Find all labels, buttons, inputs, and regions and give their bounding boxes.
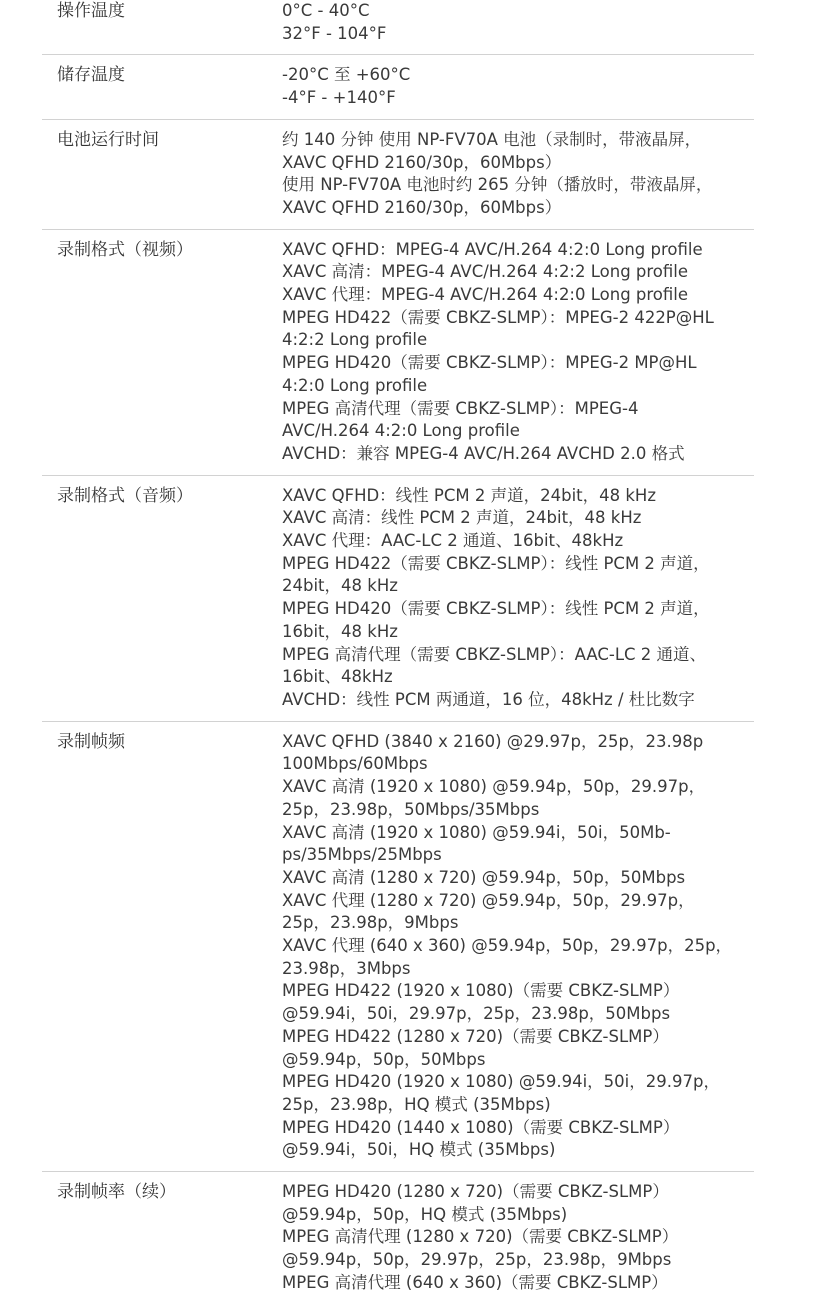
spec-line: XAVC 高清 (1920 x 1080) @59.94p，50p，29.97p， — [282, 777, 706, 797]
spec-row-recording-frame-rate — [42, 722, 754, 1172]
spec-row-operating-temperature — [42, 0, 754, 55]
spec-label: 录制帧率（续） — [57, 1182, 176, 1203]
spec-label: 储存温度 — [57, 65, 125, 86]
spec-line: XAVC 高清：线性 PCM 2 声道，24bit，48 kHz — [282, 508, 642, 528]
spec-line: XAVC QFHD：MPEG-4 AVC/H.264 4:2:0 Long profile — [282, 239, 703, 259]
spec-line: XAVC 高清 (1280 x 720) @59.94p，50p，50Mbps — [282, 867, 686, 887]
spec-line: 16bit、48kHz — [282, 667, 393, 687]
spec-line: 0°C - 40°C — [282, 1, 370, 20]
spec-line: 4:2:2 Long profile — [282, 330, 428, 350]
spec-label: 录制格式（音频） — [57, 485, 193, 506]
spec-line: MPEG 高清代理（需要 CBKZ-SLMP）：MPEG-4 — [282, 398, 639, 418]
spec-line: 25p，23.98p，9Mbps — [282, 913, 459, 933]
spec-value — [282, 0, 754, 45]
spec-label: 电池运行时间 — [57, 129, 159, 150]
spec-line: ps/35Mbps/25Mbps — [282, 845, 442, 865]
spec-line: MPEG HD422（需要 CBKZ-SLMP）：线性 PCM 2 声道， — [282, 553, 710, 573]
spec-line: MPEG HD420 (1440 x 1080)（需要 CBKZ-SLMP） — [282, 1117, 680, 1137]
spec-line: AVC/H.264 4:2:0 Long profile — [282, 421, 520, 441]
spec-row-recording-format-audio — [42, 476, 754, 722]
spec-row-battery-runtime — [42, 120, 754, 230]
spec-line: AVCHD：线性 PCM 两通道，16 位，48kHz / 杜比数字 — [282, 689, 695, 709]
spec-line: XAVC 高清 (1920 x 1080) @59.94i，50i，50Mb- — [282, 822, 671, 842]
spec-label: 录制帧频 — [57, 731, 125, 752]
spec-line: 25p，23.98p，50Mbps/35Mbps — [282, 799, 540, 819]
spec-line: @59.94p，50p，HQ 模式 (35Mbps) — [282, 1204, 568, 1224]
spec-line: MPEG HD420 (1920 x 1080) @59.94i，50i，29.97p， — [282, 1072, 720, 1092]
spec-line: 100Mbps/60Mbps — [282, 754, 428, 774]
spec-line: 32°F - 104°F — [282, 23, 387, 43]
spec-line: XAVC QFHD 2160/30p，60Mbps） — [282, 152, 562, 172]
spec-line: MPEG HD420 (1280 x 720)（需要 CBKZ-SLMP） — [282, 1182, 669, 1202]
spec-line: XAVC 代理：MPEG-4 AVC/H.264 4:2:0 Long profile — [282, 285, 689, 305]
spec-line: XAVC QFHD (3840 x 2160) @29.97p，25p，23.98p — [282, 731, 704, 751]
spec-value — [282, 129, 754, 220]
spec-value — [282, 64, 754, 109]
spec-value — [282, 731, 754, 1162]
spec-value — [282, 485, 754, 712]
spec-line: XAVC 代理：AAC-LC 2 通道、16bit、48kHz — [282, 531, 624, 551]
spec-line: XAVC 代理 (1280 x 720) @59.94p，50p，29.97p， — [282, 890, 695, 910]
spec-line: @59.94p，50p，50Mbps — [282, 1049, 486, 1069]
spec-line: @59.94i，50i，HQ 模式 (35Mbps) — [282, 1140, 556, 1160]
spec-line: MPEG HD422 (1280 x 720)（需要 CBKZ-SLMP） — [282, 1026, 669, 1046]
spec-line: MPEG HD422（需要 CBKZ-SLMP）：MPEG-2 422P@HL — [282, 307, 714, 327]
spec-row-recording-format-video — [42, 230, 754, 476]
spec-line: -4°F - +140°F — [282, 88, 396, 108]
spec-line: MPEG 高清代理 (640 x 360)（需要 CBKZ-SLMP） — [282, 1272, 668, 1292]
spec-label: 操作温度 — [57, 1, 125, 21]
spec-line: 约 140 分钟 使用 NP-FV70A 电池（录制时，带液晶屏， — [282, 129, 702, 149]
spec-line: 16bit，48 kHz — [282, 621, 398, 641]
spec-line: 25p，23.98p，HQ 模式 (35Mbps) — [282, 1094, 551, 1114]
spec-line: MPEG HD420（需要 CBKZ-SLMP）：线性 PCM 2 声道， — [282, 599, 710, 619]
spec-line: MPEG HD420（需要 CBKZ-SLMP）：MPEG-2 MP@HL — [282, 353, 697, 373]
spec-line: @59.94p，50p，29.97p，25p，23.98p，9Mbps — [282, 1250, 672, 1270]
spec-row-storage-temperature — [42, 55, 754, 119]
spec-line: 4:2:0 Long profile — [282, 375, 428, 395]
spec-line: 使用 NP-FV70A 电池时约 265 分钟（播放时，带液晶屏， — [282, 175, 713, 195]
spec-line: 24bit，48 kHz — [282, 576, 398, 596]
spec-line: MPEG HD422 (1920 x 1080)（需要 CBKZ-SLMP） — [282, 981, 680, 1001]
spec-line: -20°C 至 +60°C — [282, 65, 411, 85]
spec-line: XAVC 代理 (640 x 360) @59.94p，50p，29.97p，25p， — [282, 936, 733, 956]
spec-line: XAVC QFHD 2160/30p，60Mbps） — [282, 197, 562, 217]
spec-value — [282, 1181, 754, 1295]
spec-row-recording-frame-rate-continued — [42, 1172, 754, 1304]
spec-line: MPEG 高清代理 (1280 x 720)（需要 CBKZ-SLMP） — [282, 1227, 679, 1247]
spec-line: XAVC 高清：MPEG-4 AVC/H.264 4:2:2 Long profile — [282, 262, 689, 282]
spec-value — [282, 239, 754, 466]
spec-line: MPEG 高清代理（需要 CBKZ-SLMP）：AAC-LC 2 通道、 — [282, 644, 707, 664]
spec-line: @59.94i，50i，29.97p，25p，23.98p，50Mbps — [282, 1004, 671, 1024]
spec-table — [42, 0, 754, 1304]
spec-line: 23.98p，3Mbps — [282, 958, 411, 978]
spec-line: XAVC QFHD：线性 PCM 2 声道，24bit，48 kHz — [282, 485, 657, 505]
spec-label: 录制格式（视频） — [57, 239, 193, 260]
spec-line: AVCHD：兼容 MPEG-4 AVC/H.264 AVCHD 2.0 格式 — [282, 443, 685, 463]
